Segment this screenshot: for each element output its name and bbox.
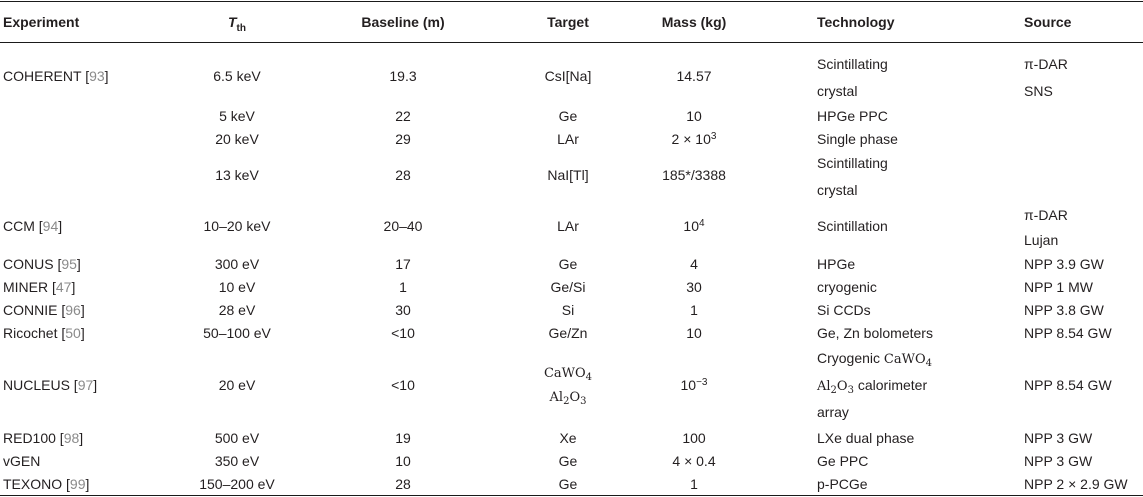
baseline-value: 1 — [399, 279, 407, 295]
source-value: SNS — [1024, 83, 1053, 99]
baseline-value: 28 — [395, 167, 411, 183]
source-value: π-DAR — [1024, 207, 1068, 223]
experiment-name: MINER [47] — [3, 279, 76, 295]
mass-value: $2 \times 10^3$ — [671, 131, 717, 147]
technology-value: HPGe — [817, 256, 856, 272]
target-value: CaWO$_4$ — [543, 366, 593, 383]
threshold-value: 10 eV — [218, 279, 256, 295]
threshold-value: 10–20 keV — [203, 218, 271, 234]
target-value: Ge/Zn — [548, 325, 588, 341]
target-value: Ge — [558, 256, 578, 272]
target-value: $Al_2O_3$ — [549, 390, 587, 407]
baseline-value: 19.3 — [389, 68, 417, 84]
mass-value: 4 × 0.4 — [672, 453, 716, 469]
threshold-value: 500 eV — [214, 430, 260, 446]
header-source: Source — [1024, 14, 1072, 30]
threshold-value: 6.5 keV — [213, 68, 261, 84]
target-value: Xe — [559, 430, 577, 446]
mass-value: $10^{-3}$ — [680, 377, 708, 393]
technology-value: LXe dual phase — [817, 430, 915, 446]
experiment-name: RED100 [98] — [3, 430, 84, 446]
mass-value: 4 — [690, 256, 698, 272]
baseline-value: 22 — [395, 108, 411, 124]
technology-value: crystal — [817, 182, 858, 198]
source-value: NPP 3.9 GW — [1024, 256, 1104, 272]
baseline-value: 29 — [395, 131, 411, 147]
threshold-value: 28 eV — [218, 302, 256, 318]
threshold-value: 350 eV — [214, 453, 260, 469]
header-mass: Mass (kg) — [661, 14, 727, 30]
baseline-value: <10 — [391, 377, 415, 393]
header-rule — [0, 42, 1143, 43]
mass-value: 30 — [686, 279, 702, 295]
target-value: NaI[Tl] — [547, 167, 589, 183]
source-value: NPP 8.54 GW — [1024, 325, 1112, 341]
source-value: NPP 1 MW — [1024, 279, 1093, 295]
technology-value: Scintillating — [817, 56, 888, 72]
source-value: NPP 3 GW — [1024, 453, 1093, 469]
mass-value: 10 — [686, 108, 702, 124]
technology-value: Ge PPC — [817, 453, 869, 469]
target-value: Si — [561, 302, 575, 318]
experiment-name: NUCLEUS [97] — [3, 377, 98, 393]
experiment-name: CONNIE [96] — [3, 302, 85, 318]
source-value: NPP 3.8 GW — [1024, 302, 1104, 318]
baseline-value: <10 — [391, 325, 415, 341]
baseline-value: 10 — [395, 453, 411, 469]
threshold-value: 5 keV — [219, 108, 255, 124]
baseline-value: 30 — [395, 302, 411, 318]
mass-value: 14.57 — [676, 68, 712, 84]
technology-value: Scintillation — [817, 218, 888, 234]
bottom-rule — [0, 495, 1143, 496]
technology-value: Ge, Zn bolometers — [817, 325, 933, 341]
threshold-value: 20 keV — [215, 131, 259, 147]
header-threshold: $T_{th}$ — [227, 14, 247, 34]
threshold-value: 300 eV — [214, 256, 260, 272]
technology-value: array — [817, 404, 849, 420]
technology-value: cryogenic — [817, 279, 877, 295]
source-value: Lujan — [1024, 232, 1059, 248]
top-rule — [0, 1, 1143, 2]
threshold-value: 150–200 eV — [199, 476, 275, 492]
baseline-value: 17 — [395, 256, 411, 272]
experiment-name: TEXONO [99] — [3, 476, 90, 492]
technology-value: Scintillating — [817, 155, 888, 171]
mass-value: 185*/3388 — [662, 167, 726, 183]
experiment-name: CONUS [95] — [3, 256, 81, 272]
baseline-value: 20–40 — [383, 218, 423, 234]
source-value: π-DAR — [1024, 56, 1068, 72]
header-baseline: Baseline (m) — [361, 14, 445, 30]
mass-value: 100 — [682, 430, 706, 446]
technology-value: HPGe PPC — [817, 108, 888, 124]
target-value: LAr — [557, 131, 579, 147]
technology-value: Cryogenic CaWO$_4$ — [817, 350, 933, 369]
experiment-name: CCM [94] — [3, 218, 63, 234]
baseline-value: 19 — [395, 430, 411, 446]
source-value: NPP 2 × 2.9 GW — [1024, 476, 1128, 492]
header-experiment: Experiment — [3, 14, 80, 30]
header-target: Target — [547, 14, 589, 30]
target-value: Ge — [558, 453, 578, 469]
experiment-name: vGEN — [3, 453, 41, 469]
technology-value: crystal — [817, 83, 858, 99]
mass-value: $10^4$ — [683, 218, 705, 234]
mass-value: 1 — [690, 302, 698, 318]
target-value: CsI[Na] — [544, 68, 592, 84]
technology-value: Si CCDs — [817, 302, 871, 318]
experiment-name: Ricochet [50] — [3, 325, 85, 341]
technology-value: Single phase — [817, 131, 898, 147]
threshold-value: 13 keV — [215, 167, 259, 183]
target-value: Ge — [558, 476, 578, 492]
mass-value: 1 — [690, 476, 698, 492]
header-technology: Technology — [817, 14, 895, 30]
source-value: NPP 8.54 GW — [1024, 377, 1112, 393]
experiment-name: COHERENT [93] — [3, 68, 109, 84]
target-value: LAr — [557, 218, 579, 234]
technology-value: $Al_2O_3$ calorimeter — [817, 377, 928, 396]
mass-value: 10 — [686, 325, 702, 341]
source-value: NPP 3 GW — [1024, 430, 1093, 446]
technology-value: p-PCGe — [817, 476, 868, 492]
target-value: Ge/Si — [550, 279, 586, 295]
threshold-value: 50–100 eV — [203, 325, 271, 341]
target-value: Ge — [558, 108, 578, 124]
threshold-value: 20 eV — [218, 377, 256, 393]
baseline-value: 28 — [395, 476, 411, 492]
